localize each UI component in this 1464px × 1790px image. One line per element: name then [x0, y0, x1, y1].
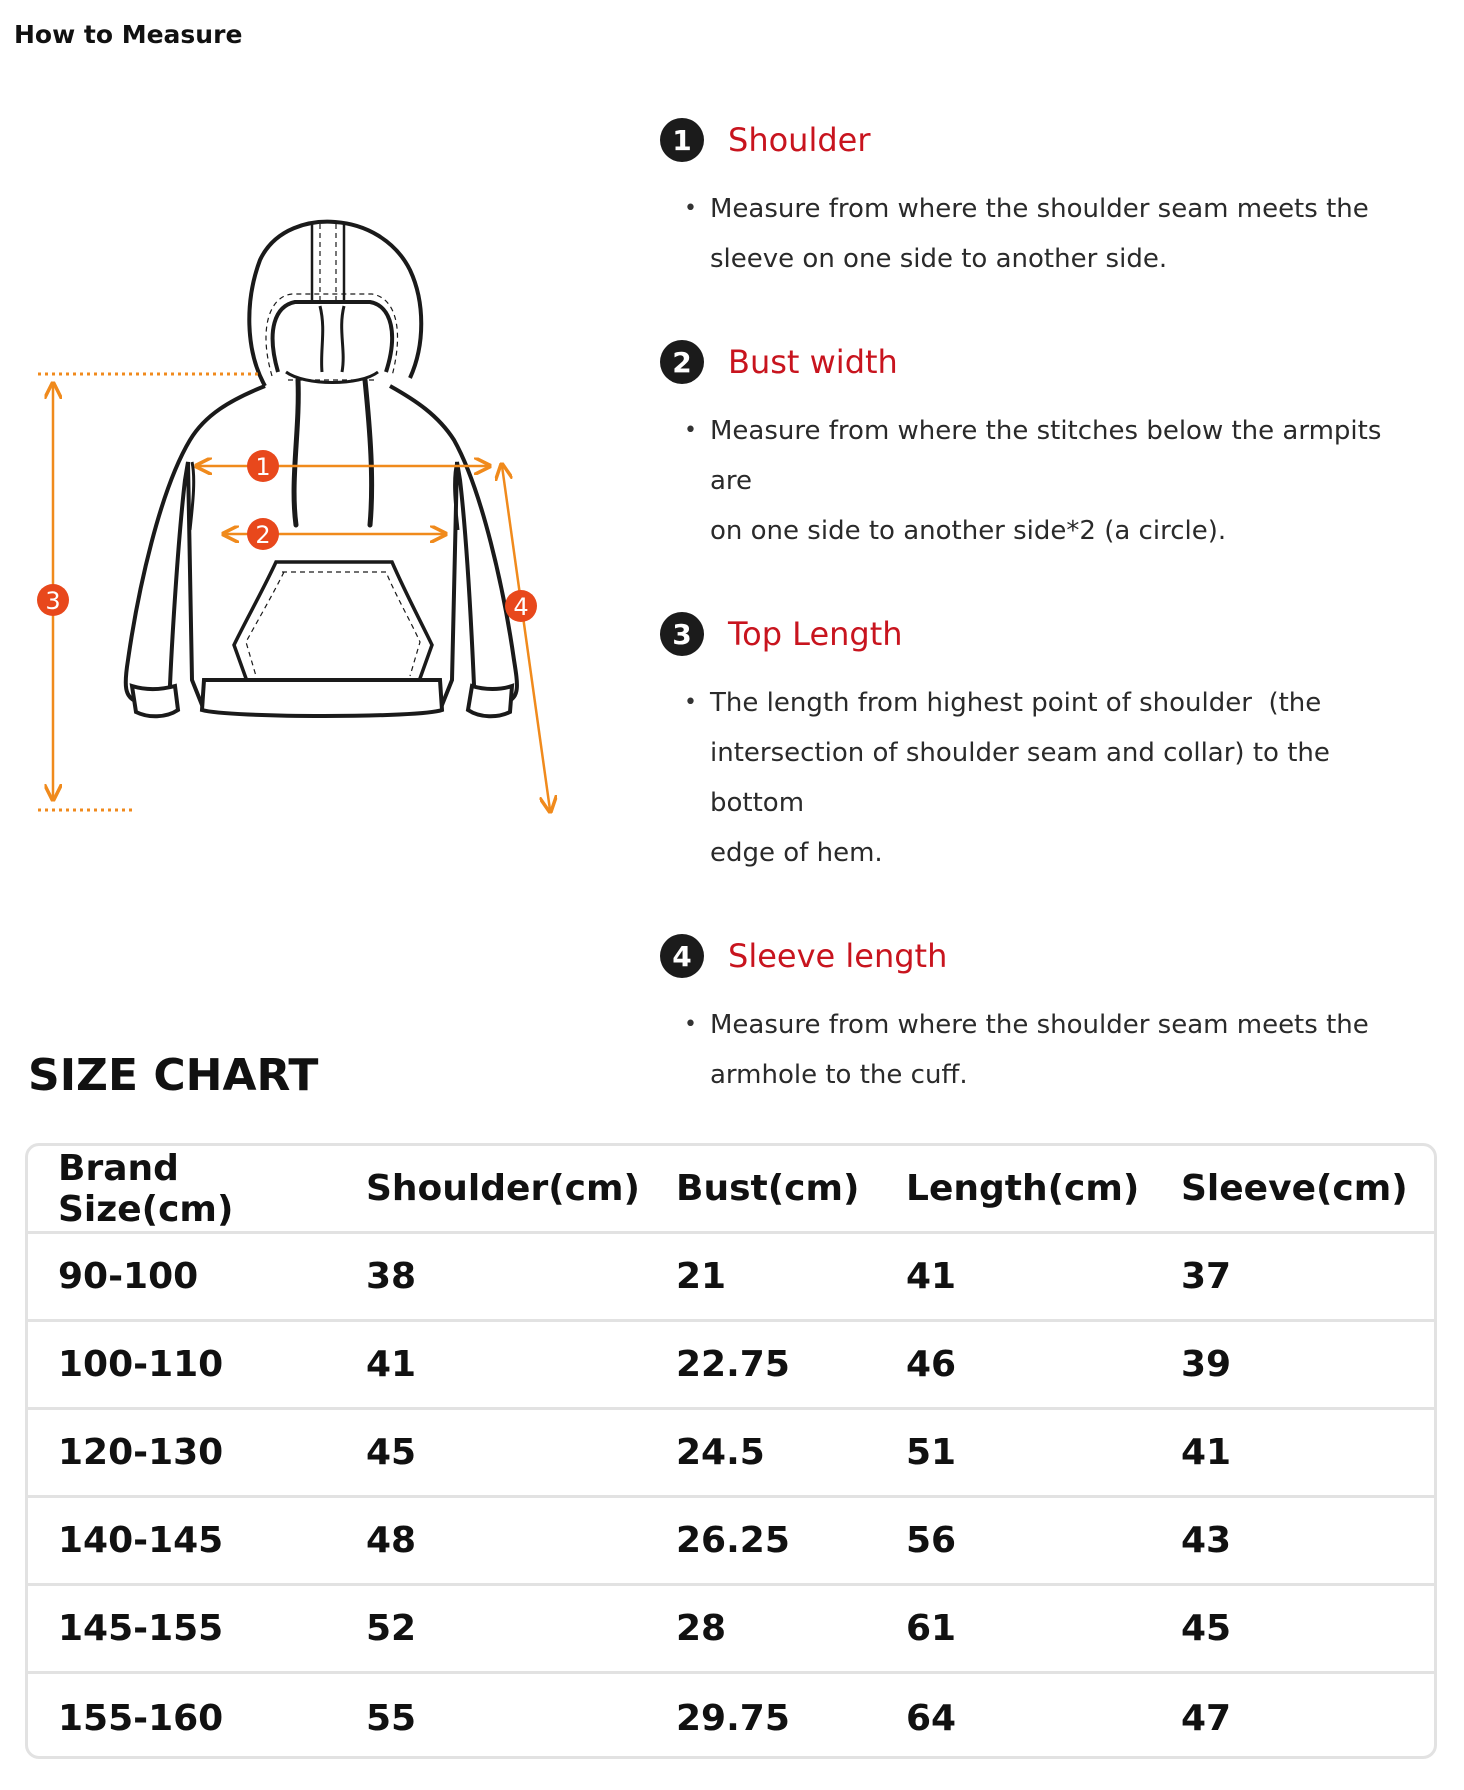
table-cell: 140-145	[58, 1520, 224, 1561]
column-header: Sleeve(cm)	[1181, 1168, 1408, 1209]
table-cell: 64	[906, 1697, 957, 1739]
hoodie-diagram	[20, 210, 580, 830]
desc-line: on one side to another side*2 (a circle).	[710, 516, 1227, 546]
table-cell: 55	[366, 1697, 417, 1739]
table-cell: 41	[366, 1344, 417, 1385]
svg-text:4: 4	[513, 593, 529, 621]
measure-description	[690, 184, 1420, 284]
table-cell: 26.25	[676, 1520, 790, 1561]
desc-line: • The length from highest point of shoulder (the	[710, 688, 1322, 718]
table-cell: 90-100	[58, 1256, 199, 1297]
number-badge-2: 2	[660, 340, 704, 384]
right-cuff	[468, 686, 512, 716]
table-cell: 43	[1181, 1520, 1232, 1561]
table-header-row	[28, 1146, 1434, 1234]
table-cell: 47	[1181, 1697, 1232, 1739]
desc-line: intersection of shoulder seam and collar) to the bottom	[710, 738, 1330, 818]
table-cell: 56	[906, 1520, 957, 1561]
number-badge-3: 3	[660, 612, 704, 656]
table-row	[28, 1322, 1434, 1410]
desc-line: armhole to the cuff.	[710, 1060, 968, 1090]
table-cell: 37	[1181, 1256, 1232, 1297]
table-cell: 29.75	[676, 1697, 790, 1739]
desc-line: • Measure from where the shoulder seam meets the	[710, 1010, 1369, 1040]
table-cell: 61	[906, 1608, 957, 1649]
table-cell: 145-155	[58, 1608, 224, 1649]
size-chart-title: SIZE CHART	[28, 1050, 319, 1101]
column-header: Brand Size(cm)	[58, 1147, 234, 1230]
table-cell: 28	[676, 1608, 727, 1649]
table-cell: 38	[366, 1256, 417, 1297]
table-cell: 41	[1181, 1432, 1232, 1473]
table-row	[28, 1586, 1434, 1674]
measure-title: Shoulder	[728, 121, 871, 159]
svg-text:1: 1	[255, 453, 271, 481]
table-cell: 22.75	[676, 1344, 790, 1385]
column-header: Shoulder(cm)	[366, 1168, 640, 1209]
column-header: Length(cm)	[906, 1168, 1140, 1209]
hoodie-illustration	[20, 210, 580, 830]
desc-line: • Measure from where the stitches below the armpits are	[710, 416, 1382, 496]
svg-text:3: 3	[45, 587, 61, 615]
table-cell: 52	[366, 1608, 417, 1649]
table-cell: 39	[1181, 1344, 1232, 1385]
desc-line: • Measure from where the shoulder seam meets the	[710, 194, 1369, 224]
measure-top-length	[660, 612, 1420, 878]
table-row	[28, 1674, 1434, 1759]
table-cell: 41	[906, 1256, 957, 1297]
table-row	[28, 1410, 1434, 1498]
table-row	[28, 1498, 1434, 1586]
table-cell: 51	[906, 1432, 957, 1473]
measure-description	[690, 678, 1420, 878]
table-cell: 21	[676, 1256, 727, 1297]
marker-1	[247, 450, 279, 482]
measure-title: Bust width	[728, 343, 898, 381]
table-cell: 48	[366, 1520, 417, 1561]
table-cell: 24.5	[676, 1432, 765, 1473]
measure-description	[690, 406, 1420, 556]
table-cell: 46	[906, 1344, 957, 1385]
measure-title: Sleeve length	[728, 937, 948, 975]
size-chart-table	[25, 1143, 1437, 1759]
column-header: Bust(cm)	[676, 1168, 860, 1209]
marker-4	[505, 590, 537, 622]
desc-line: sleeve on one side to another side.	[710, 244, 1168, 274]
table-cell: 45	[1181, 1608, 1232, 1649]
page-title: How to Measure	[14, 20, 243, 49]
measure-title: Top Length	[728, 615, 903, 653]
desc-line: edge of hem.	[710, 838, 883, 868]
marker-2	[247, 518, 279, 550]
marker-3	[37, 584, 69, 616]
measure-description	[690, 1000, 1420, 1100]
svg-text:2: 2	[255, 521, 271, 549]
table-row	[28, 1234, 1434, 1322]
hem-band	[202, 680, 442, 716]
number-badge-4: 4	[660, 934, 704, 978]
table-cell: 45	[366, 1432, 417, 1473]
measure-shoulder	[660, 118, 1420, 284]
left-cuff	[132, 686, 178, 716]
table-cell: 100-110	[58, 1344, 224, 1385]
measure-instructions	[660, 118, 1420, 1100]
table-cell: 120-130	[58, 1432, 224, 1473]
table-cell: 155-160	[58, 1697, 224, 1739]
number-badge-1: 1	[660, 118, 704, 162]
measure-bust	[660, 340, 1420, 556]
measure-sleeve-length	[660, 934, 1420, 1100]
